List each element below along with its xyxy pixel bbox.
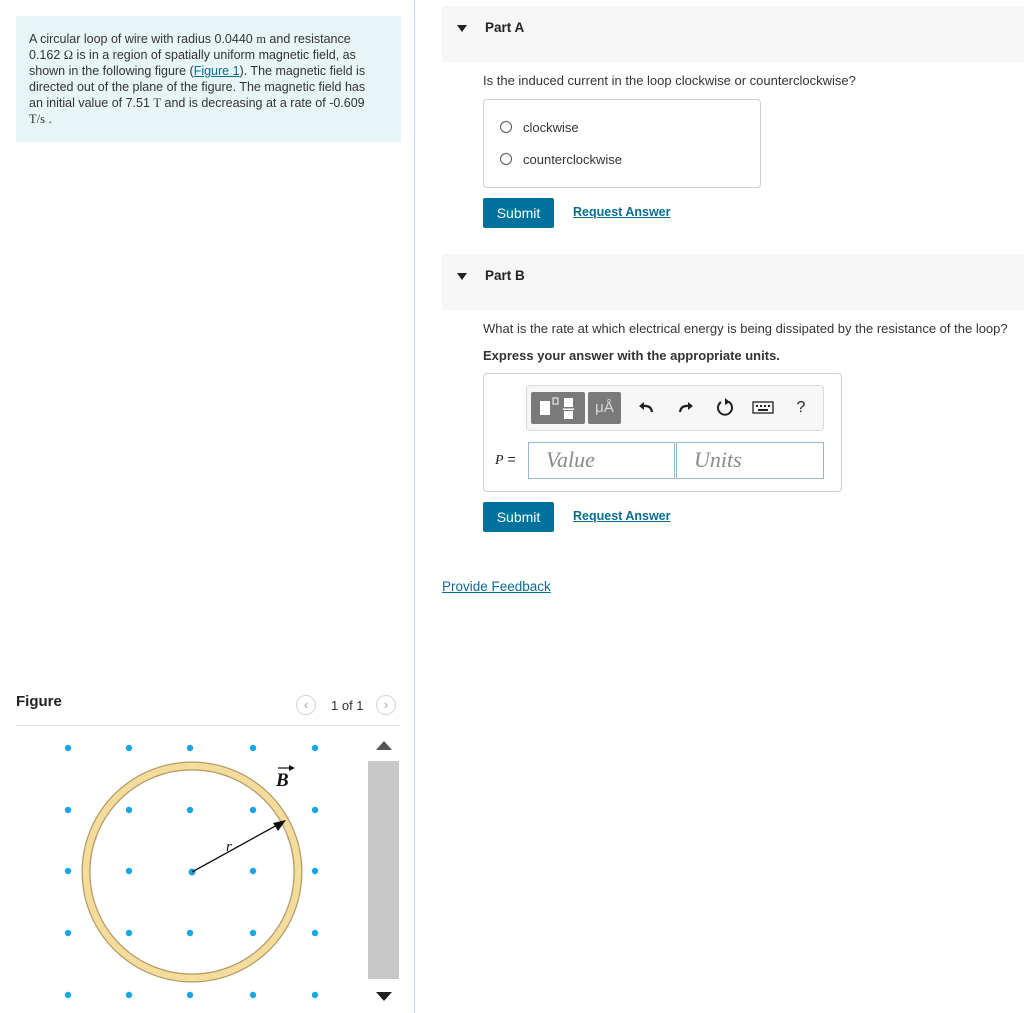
field-dot <box>187 930 193 936</box>
field-dot <box>65 930 71 936</box>
field-dot <box>126 930 132 936</box>
help-icon: ? <box>796 399 806 416</box>
field-dot <box>65 992 71 998</box>
problem-text: . <box>44 112 52 126</box>
part-a-question: Is the induced current in the loop clockwise or counterclockwise? <box>483 73 856 88</box>
reset-button[interactable] <box>714 397 736 419</box>
field-dot <box>312 868 318 874</box>
field-dot <box>312 930 318 936</box>
templates-button[interactable] <box>531 392 585 424</box>
value-input[interactable]: Value <box>528 442 675 479</box>
collapse-triangle-icon[interactable] <box>457 273 467 280</box>
field-dot <box>126 807 132 813</box>
column-divider <box>414 0 415 1013</box>
chevron-left-icon: ‹ <box>303 697 309 712</box>
provide-feedback-link[interactable]: Provide Feedback <box>442 579 551 594</box>
radius-line <box>192 824 279 872</box>
previous-figure-button[interactable] <box>296 695 316 715</box>
problem-text: directed out of the plane of the figure. The magnetic field has <box>29 80 366 94</box>
vector-arrowhead <box>289 765 295 771</box>
field-dot <box>250 745 256 751</box>
radio-clockwise[interactable] <box>500 121 512 133</box>
field-dot <box>187 745 193 751</box>
units-button[interactable] <box>588 392 621 424</box>
undo-icon <box>638 397 656 415</box>
problem-statement <box>16 16 401 142</box>
field-label: B <box>276 770 289 791</box>
answer-choices <box>483 99 761 188</box>
chevron-right-icon: › <box>383 697 389 712</box>
part-b-request-answer-link[interactable]: Request Answer <box>573 509 671 523</box>
field-dot <box>312 745 318 751</box>
unit-ohm: Ω <box>63 48 74 62</box>
field-dot <box>65 868 71 874</box>
redo-icon <box>676 397 694 415</box>
scroll-down-arrow[interactable] <box>374 990 394 1005</box>
problem-text: ). The magnetic field is <box>239 64 366 78</box>
field-dot <box>250 992 256 998</box>
problem-text: and is decreasing at a rate of -0.609 <box>161 96 365 110</box>
field-dot <box>126 868 132 874</box>
problem-text: is in a region of spatially uniform magnetic field, as <box>73 48 356 62</box>
field-dot <box>250 807 256 813</box>
variable-name: P <box>495 453 504 468</box>
field-dot <box>250 868 256 874</box>
field-dot <box>250 930 256 936</box>
keyboard-button[interactable] <box>752 398 774 420</box>
problem-text: shown in the following figure ( <box>29 64 194 78</box>
figure-title: Figure <box>16 693 62 710</box>
field-dot <box>126 992 132 998</box>
magnetic-field-figure <box>16 727 366 1013</box>
units-icon: μÅ <box>595 399 614 416</box>
field-dot <box>187 807 193 813</box>
field-dot <box>65 745 71 751</box>
reset-icon <box>715 397 735 417</box>
figure-pager-text: 1 of 1 <box>331 698 364 713</box>
unit-tesla: T <box>153 96 162 110</box>
field-dot <box>126 745 132 751</box>
variable-label <box>495 451 516 469</box>
help-button[interactable] <box>790 397 812 419</box>
figure-scrollbar-thumb[interactable] <box>368 761 399 979</box>
unit-rate: T/s <box>29 112 45 126</box>
field-dot <box>187 992 193 998</box>
option-clockwise[interactable]: clockwise <box>523 120 579 135</box>
keyboard-icon <box>752 399 774 415</box>
part-b-instruction: Express your answer with the appropriate units. <box>483 348 780 363</box>
part-a-header[interactable] <box>442 6 1024 62</box>
triangle-up-icon <box>374 739 394 751</box>
scroll-up-arrow[interactable] <box>374 739 394 754</box>
part-b-submit-button[interactable]: Submit <box>483 502 554 532</box>
option-counterclockwise[interactable]: counterclockwise <box>523 152 622 167</box>
part-a-request-answer-link[interactable]: Request Answer <box>573 205 671 219</box>
triangle-down-icon <box>374 990 394 1002</box>
field-dot <box>65 807 71 813</box>
figure-divider <box>16 725 400 726</box>
problem-text: an initial value of 7.51 <box>29 96 154 110</box>
templates-icon <box>531 392 585 424</box>
units-input[interactable]: Units <box>676 442 824 479</box>
next-figure-button[interactable] <box>376 695 396 715</box>
redo-button[interactable] <box>674 397 696 419</box>
part-b-header[interactable] <box>442 254 1024 310</box>
field-dot <box>312 992 318 998</box>
undo-button[interactable] <box>636 397 658 419</box>
problem-text: 0.162 <box>29 48 64 62</box>
part-a-submit-button[interactable]: Submit <box>483 198 554 228</box>
collapse-triangle-icon[interactable] <box>457 25 467 32</box>
problem-text: and resistance <box>265 32 351 46</box>
equals-sign: = <box>503 451 516 467</box>
radio-counterclockwise[interactable] <box>500 153 512 165</box>
part-a-title: Part A <box>485 20 525 35</box>
problem-text: A circular loop of wire with radius 0.0440 <box>29 32 257 46</box>
part-b-question: What is the rate at which electrical energy is being dissipated by the resistance of the loop? <box>483 321 1008 336</box>
figure-link[interactable]: Figure 1 <box>193 64 240 78</box>
radius-label: r <box>226 839 232 855</box>
field-dot <box>312 807 318 813</box>
unit-m: m <box>256 32 266 46</box>
part-b-title: Part B <box>485 268 525 283</box>
